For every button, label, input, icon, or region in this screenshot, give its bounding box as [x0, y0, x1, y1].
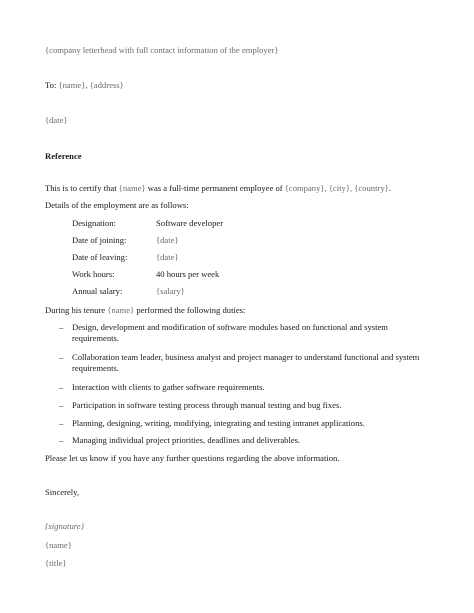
- closing-question: Please let us know if you have any further questions regarding the above information.: [45, 453, 340, 463]
- duty-text: Planning, designing, writing, modifying, integrating and testing intranet applications.: [72, 418, 365, 428]
- recipient-name: {name}: [58, 80, 86, 90]
- comma-2: ,: [349, 183, 355, 193]
- duty-text: Collaboration team leader, business analyst and project manager to understand functional and system requirements.: [72, 352, 420, 373]
- tenure-text-2: performed the following duties:: [134, 305, 246, 315]
- duty-text: Design, development and modification of software modules based on functional and system requirements.: [72, 322, 388, 343]
- employee-name: {name}: [118, 183, 146, 193]
- detail-label: Annual salary:: [72, 286, 123, 296]
- city-name: {city}: [328, 183, 350, 193]
- dash-bullet: –: [59, 322, 64, 332]
- recipient-separator: ,: [85, 80, 88, 90]
- dash-bullet: –: [59, 418, 64, 428]
- signer-name: {name}: [45, 540, 72, 550]
- certify-text-2: was a full-time permanent employee of: [145, 183, 285, 193]
- recipient-line: [45, 80, 124, 91]
- letter-heading: Reference: [45, 151, 82, 161]
- to-label: To:: [45, 80, 57, 90]
- country-name: {country}: [354, 183, 389, 193]
- certify-sentence: [45, 183, 391, 194]
- detail-label: Date of leaving:: [72, 252, 128, 262]
- sincerely: Sincerely,: [45, 487, 80, 497]
- recipient-address: {address}: [89, 80, 124, 90]
- detail-label: Designation:: [72, 218, 116, 228]
- tenure-text-1: During his tenure: [45, 305, 108, 315]
- signer-title: {title}: [45, 558, 67, 568]
- dash-bullet: –: [59, 352, 64, 362]
- detail-value: 40 hours per week: [156, 269, 220, 279]
- letterhead-placeholder: {company letterhead with full contact information of the employer}: [45, 45, 279, 55]
- dash-bullet: –: [59, 400, 64, 410]
- tenure-sentence: [45, 305, 245, 316]
- detail-value: {date}: [156, 235, 179, 245]
- duty-text: Participation in software testing process through manual testing and bug fixes.: [72, 400, 342, 410]
- detail-label: Date of joining:: [72, 235, 127, 245]
- detail-value: {date}: [156, 252, 179, 262]
- signature-placeholder: {signature}: [45, 521, 85, 531]
- duty-text: Managing individual project priorities, deadlines and deliverables.: [72, 435, 301, 445]
- detail-label: Work hours:: [72, 269, 115, 279]
- details-intro: Details of the employment are as follows:: [45, 200, 189, 210]
- tenure-name: {name}: [107, 305, 135, 315]
- certify-text-1: This is to certify that: [45, 183, 119, 193]
- company-name: {company}: [284, 183, 325, 193]
- comma-1: ,: [324, 183, 329, 193]
- certify-end: .: [388, 183, 391, 193]
- detail-value: Software developer: [156, 218, 224, 228]
- dash-bullet: –: [59, 435, 64, 445]
- duty-text: Interaction with clients to gather software requirements.: [72, 382, 265, 392]
- detail-value: {salary}: [156, 286, 185, 296]
- date-placeholder: {date}: [45, 115, 68, 125]
- dash-bullet: –: [59, 382, 64, 392]
